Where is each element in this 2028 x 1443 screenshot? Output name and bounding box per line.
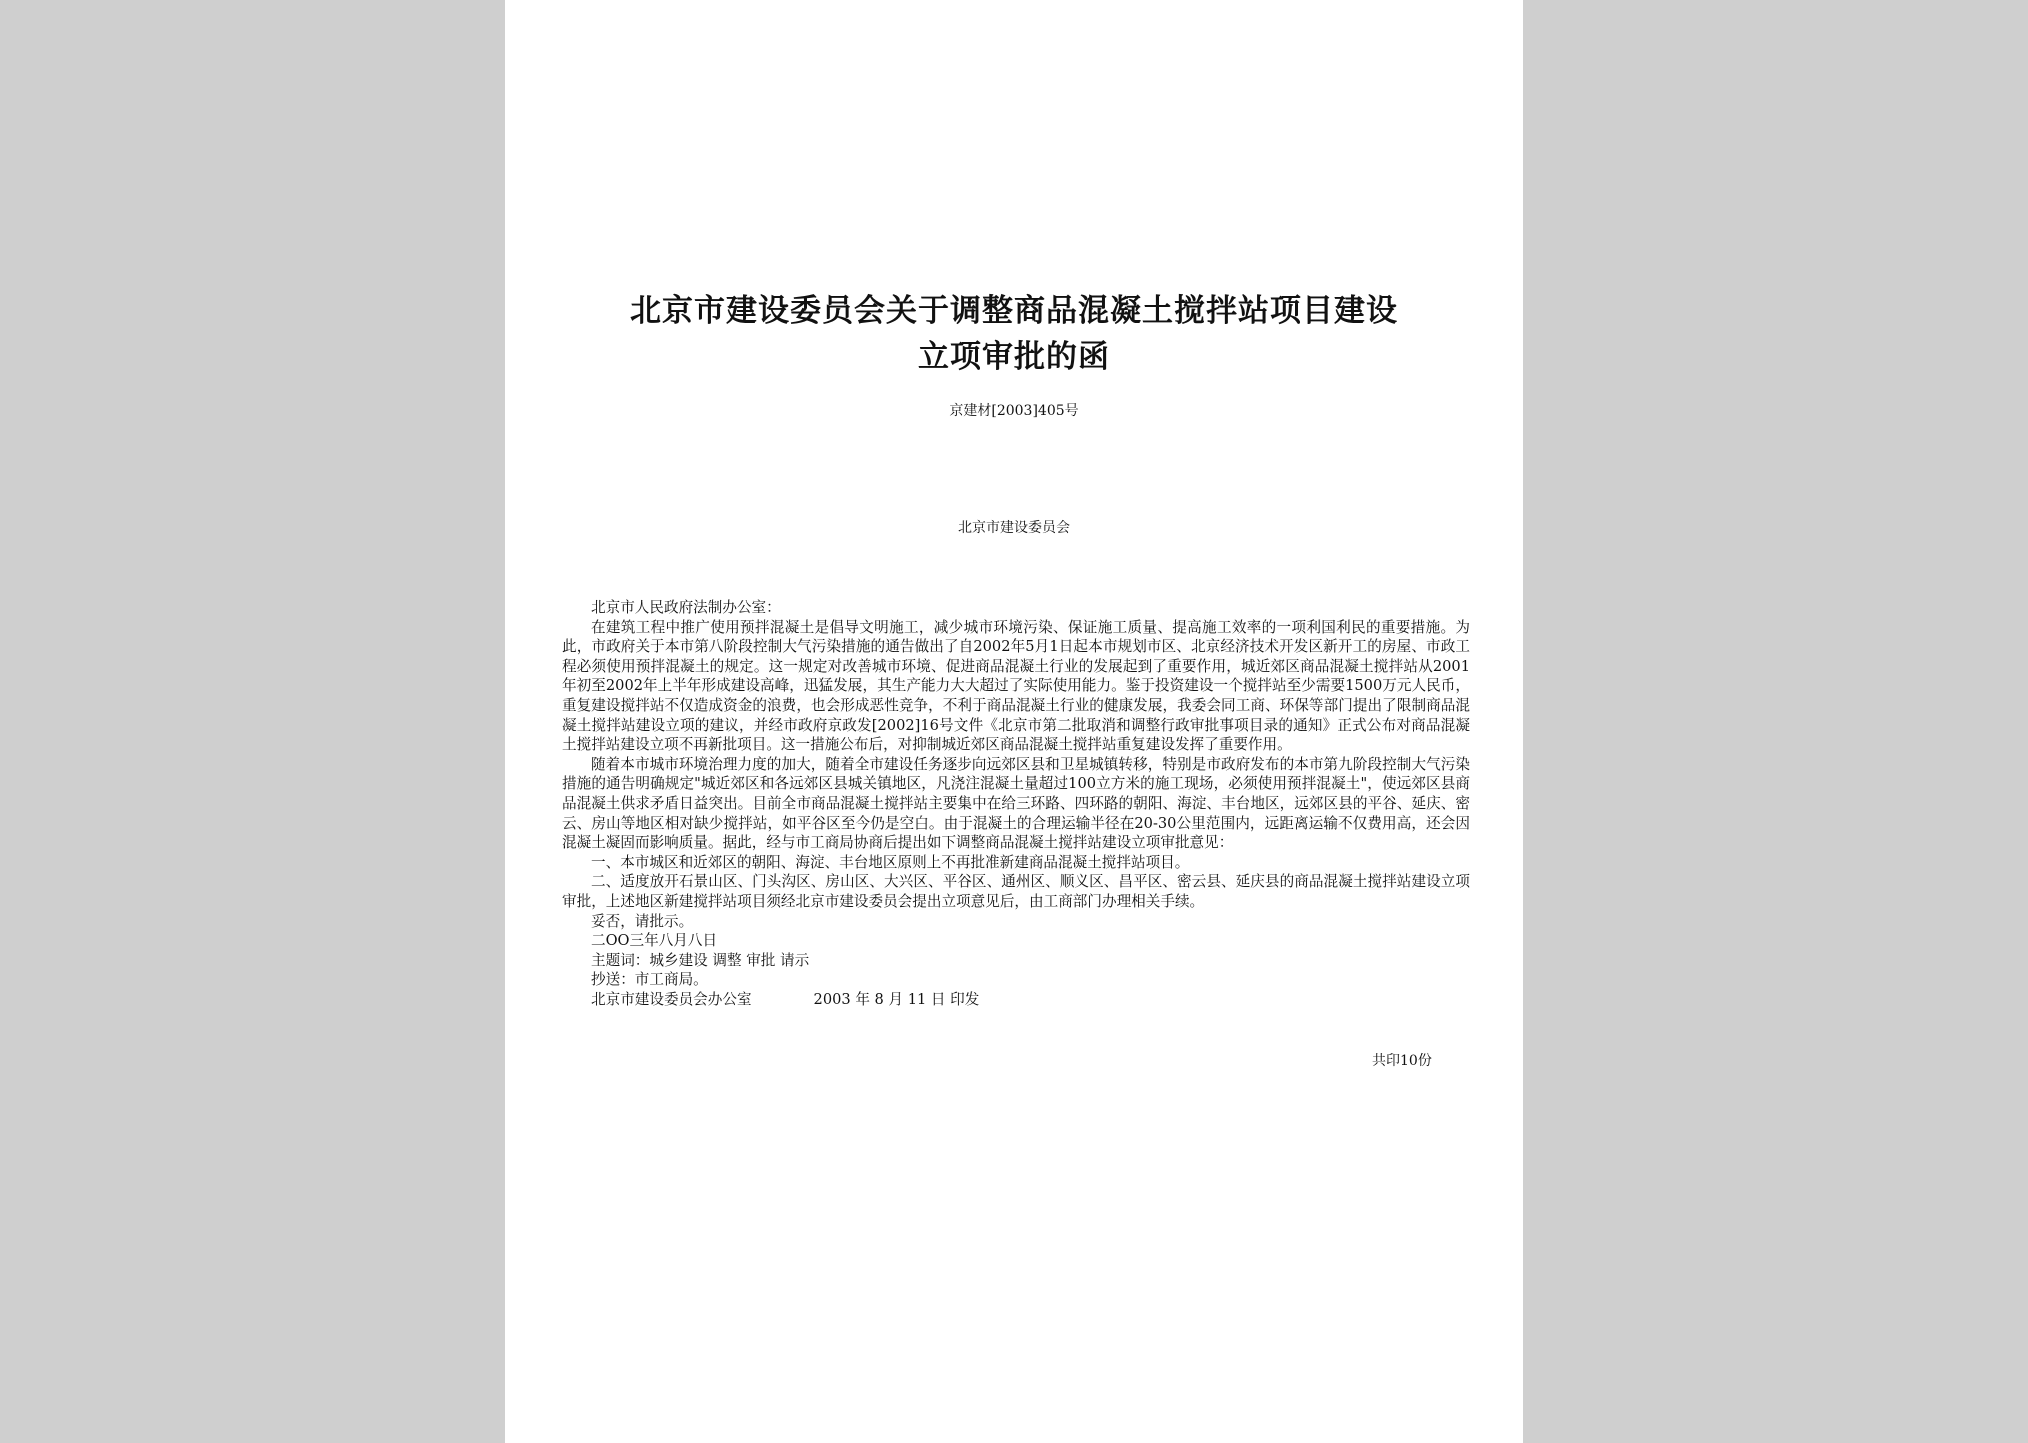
paragraph-1: 在建筑工程中推广使用预拌混凝土是倡导文明施工，减少城市环境污染、保证施工质量、提高施工效率的一项利国利民的重要措施。为此，市政府关于本市第八阶段控制大气污染措施的通告做出了自2002年5月1日起本市规划市区、北京经济技术开发区新开工的房屋、市政工程必须使用预拌混凝土的规定。这一规定对改善城市环境、促进商品混凝土行业的发展起到了重要作用，城近郊区商品混凝土搅拌站从2001年初至2002年上半年形成建设高峰，迅猛发展，其生产能力大大超过了实际使用能力。鉴于投资建设一个搅拌站至少需要1500万元人民币，重复建设搅拌站不仅造成资金的浪费，也会形成恶性竞争，不利于商品混凝土行业的健康发展，我委会同工商、环保等部门提出了限制商品混凝土搅拌站建设立项的建议，并经市政府京政发[2002]16号文件《北京市第二批取消和调整行政审批事项目录的通知》正式公布对商品混凝土搅拌站建设立项不再新批项目。这一措施公布后，对抑制城近郊区商品混凝土搅拌站重复建设发挥了重要作用。 — [562, 618, 1470, 754]
copies-count: 共印10份 — [1372, 1053, 1432, 1069]
paragraph-2: 随着本市城市环境治理力度的加大，随着全市建设任务逐步向远郊区县和卫星城镇转移，特别是市政府发布的本市第九阶段控制大气污染措施的通告明确规定"城近郊区和各远郊区县城关镇地区，凡浇注混凝土量超过100立方米的施工现场，必须使用预拌混凝土"，使远郊区县商品混凝土供求矛盾日益突出。目前全市商品混凝土搅拌站主要集中在给三环路、四环路的朝阳、海淀、丰台地区，远郊区县的平谷、延庆、密云、房山等地区相对缺少搅拌站，如平谷区至今仍是空白。由于混凝土的合理运输半径在20-30公里范围内，远距离运输不仅费用高，还会因混凝土凝固而影响质量。据此，经与市工商局协商后提出如下调整商品混凝土搅拌站建设立项审批意见： — [562, 755, 1470, 852]
print-info — [562, 990, 1470, 1010]
document-number: 京建材[2003]405号 — [949, 403, 1079, 419]
document-title — [505, 288, 1523, 380]
printer-office: 北京市建设委员会办公室 — [591, 990, 752, 1008]
print-date: 2003 年 8 月 11 日 印发 — [813, 990, 980, 1008]
title-line-2: 立项审批的函 — [918, 339, 1110, 375]
opinion-item-2: 二、适度放开石景山区、门头沟区、房山区、大兴区、平谷区、通州区、顺义区、昌平区、密云县、延庆县的商品混凝土搅拌站建设立项审批，上述地区新建搅拌站项目须经北京市建设委员会提出立项意见后，由工商部门办理相关手续。 — [562, 873, 1470, 910]
salutation: 北京市人民政府法制办公室： — [591, 599, 781, 616]
opinion-item-1: 一、本市城区和近郊区的朝阳、海淀、丰台地区原则上不再批准新建商品混凝土搅拌站项目。 — [591, 853, 1190, 871]
title-line-1: 北京市建设委员会关于调整商品混凝土搅拌站项目建设 — [630, 293, 1398, 329]
closing-remark: 妥否，请批示。 — [591, 912, 694, 930]
document-page — [505, 0, 1523, 1443]
issuing-authority: 北京市建设委员会 — [958, 520, 1070, 536]
subject-words: 主题词：城乡建设 调整 审批 请示 — [591, 951, 810, 969]
document-date: 二OO三年八月八日 — [591, 932, 718, 950]
document-body — [562, 598, 1470, 1009]
cc-line: 抄送：市工商局。 — [591, 971, 708, 989]
